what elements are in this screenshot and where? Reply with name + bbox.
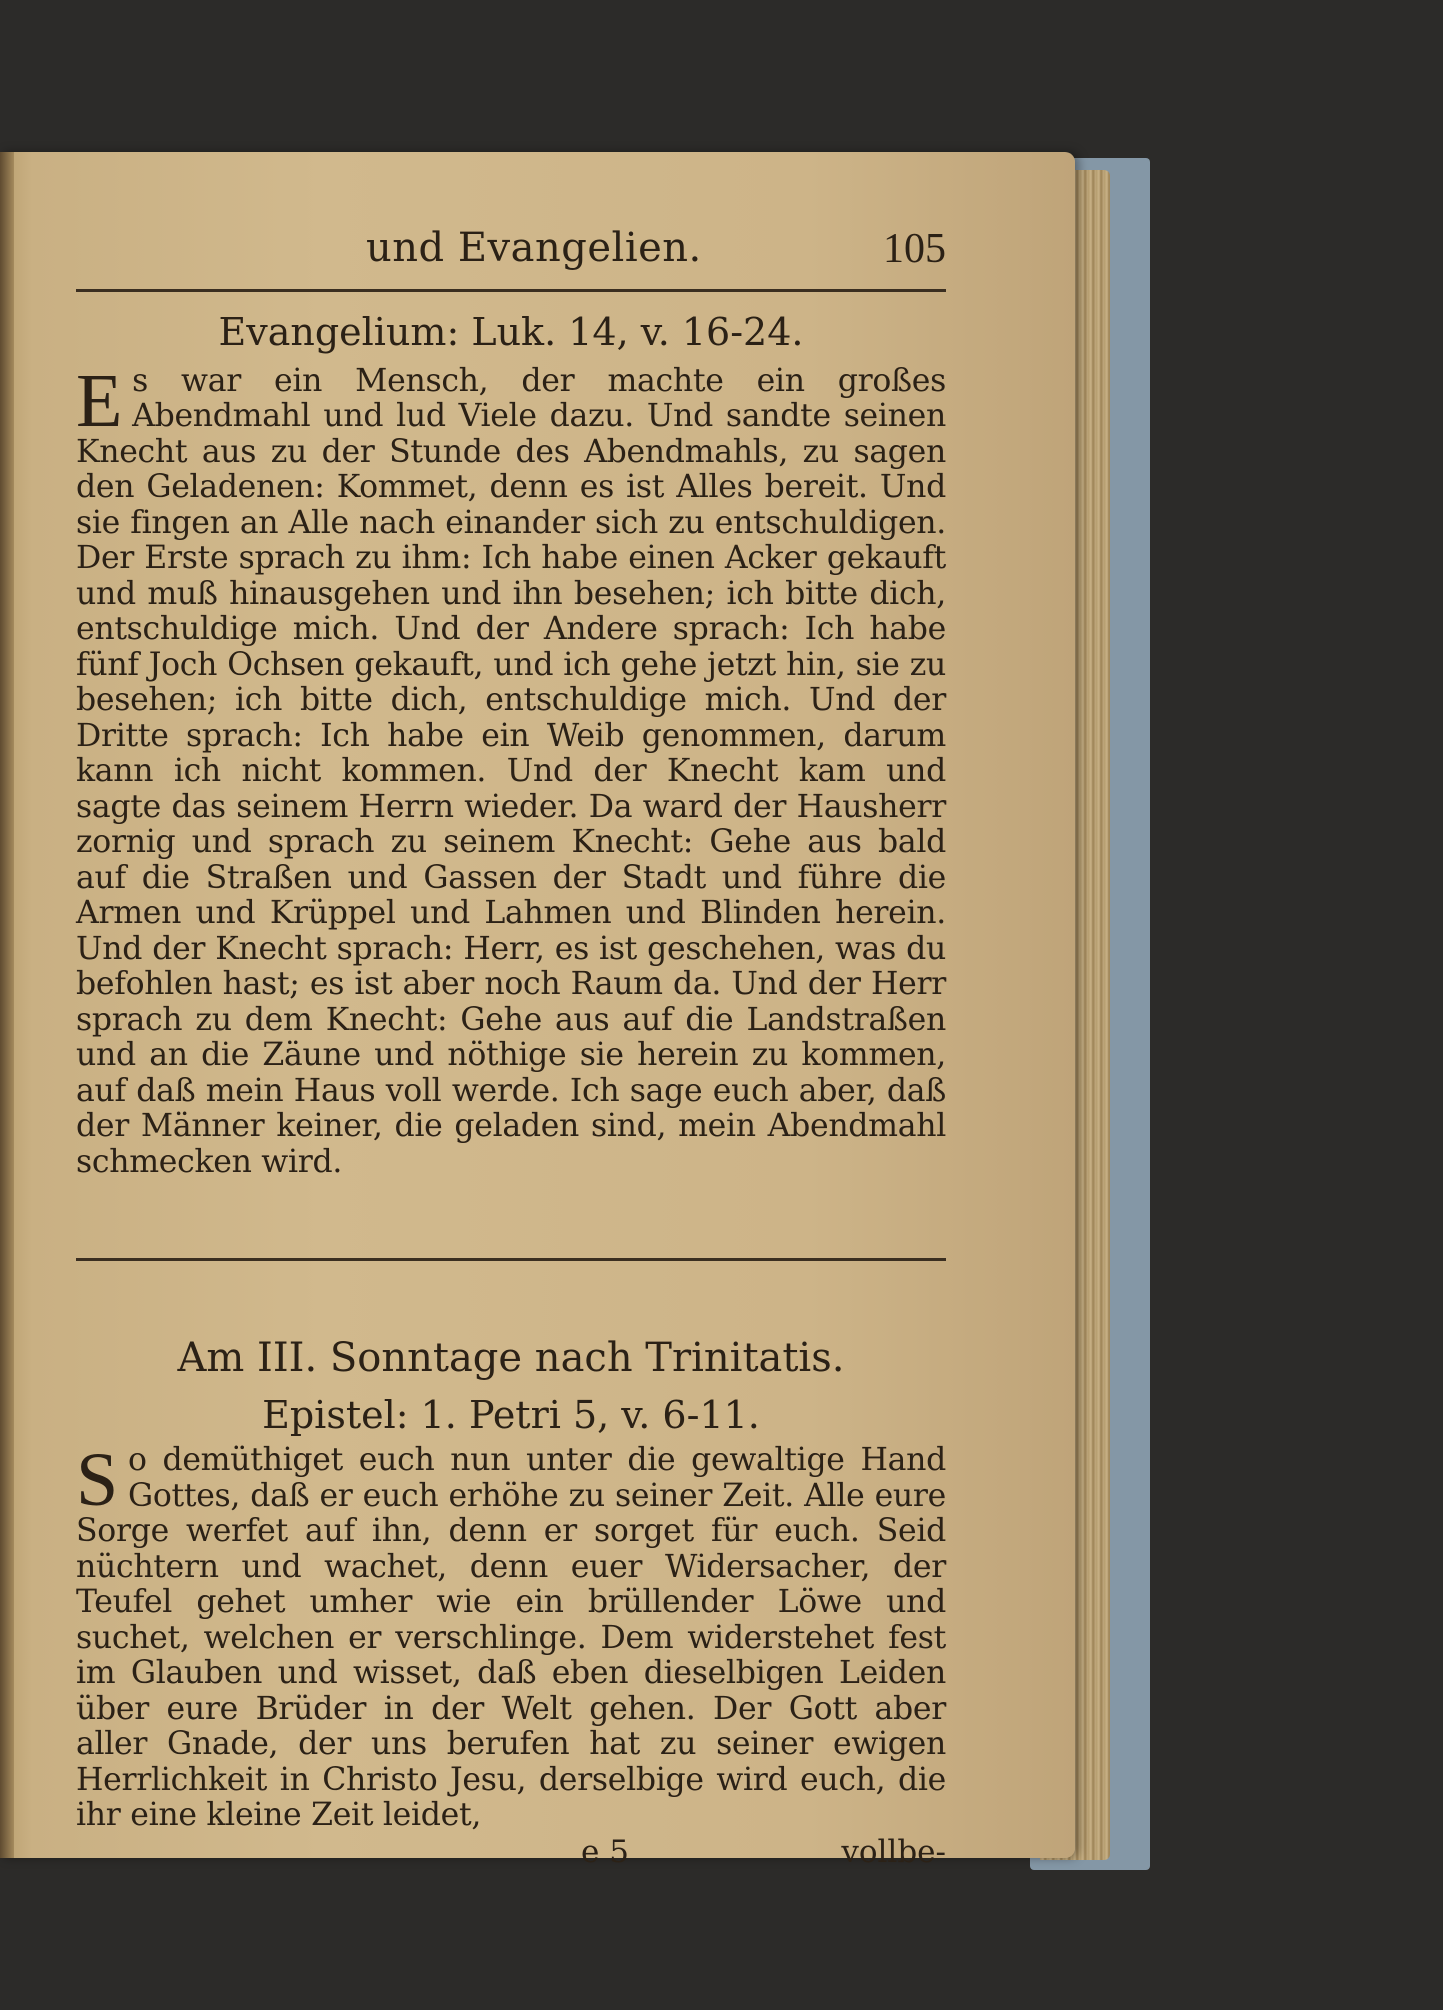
epistle-initial: S xyxy=(76,1438,118,1523)
header-rule xyxy=(76,289,946,292)
catchword: vollbe- xyxy=(841,1833,946,1870)
gospel-heading: Evangelium: Luk. 14, v. 16-24. xyxy=(218,310,804,354)
book-binding xyxy=(0,152,14,1858)
section-separator xyxy=(76,1258,946,1261)
epistle-text xyxy=(76,1438,946,1834)
printer-signature: e 5 xyxy=(581,1833,629,1870)
gospel-text xyxy=(76,358,946,1181)
page-number: 105 xyxy=(883,226,946,272)
gospel-paragraph: s war ein Mensch, der machte ein großes Abendmahl und lud Viele dazu. Und sandte seinen Knecht aus zu der Stunde des Abendmahls, zu sagen den Geladenen: Kommet, denn es ist Alles bereit. Und sie fingen an Alle nach einander sich zu entschuldigen. Der Erste sprach zu ihm: Ich habe einen Acker gekauft und muß hinausgehen und ihn besehen; ich bitte dich, entschuldige mich. Und der Andere sprach: Ich habe fünf Joch Ochsen gekauft, und ich gehe jetzt hin, sie zu besehen; ich bitte dich, entschuldige mich. Und der Dritte sprach: Ich habe ein Weib genommen, darum kann ich nicht kommen. Und der Knecht kam und sagte das seinem Herrn wieder. Da ward der Hausherr zornig und sprach zu seinem Knecht: Gehe aus bald auf die Straßen und Gassen der Stadt und führe die Armen und Krüppel und Lahmen und Blinden herein. Und der Knecht sprach: Herr, es ist geschehen, was du befohlen hast; es ist aber noch Raum da. Und der Herr sprach zu dem Knecht: Gehe aus auf die Landstraßen und an die Zäune und nöthige sie herein zu kommen, auf daß mein Haus voll werde. Ich sage euch aber, daß der Männer keiner, die geladen sind, mein Abendmahl schmecken wird. xyxy=(76,362,946,1180)
epistle-paragraph: o demüthiget euch nun unter die gewaltige Hand Gottes, daß er euch erhöhe zu seiner Zeit. Alle eure Sorge werfet auf ihn, denn er sorget für euch. Seid nüchtern und wachet, denn euer Widersacher, der Teufel gehet umher wie ein brüllender Löwe und suchet, welchen er verschlinge. Dem widerstehet fest im Glauben und wisset, daß eben dieselbigen Leiden über eure Brüder in der Welt gehen. Der Gott aber aller Gnade, der uns berufen hat zu seiner ewigen Herrlichkeit in Christo Jesu, derselbige wird euch, die ihr eine kleine Zeit leidet, xyxy=(76,1442,946,1834)
page-footer xyxy=(76,1834,946,1874)
running-title: und Evangelien. xyxy=(366,225,702,271)
page-text-block xyxy=(76,215,946,1874)
sunday-heading: Am III. Sonntage nach Trinitatis. xyxy=(177,1335,845,1382)
running-head xyxy=(76,215,946,285)
gospel-initial: E xyxy=(76,358,123,443)
epistle-heading: Epistel: 1. Petri 5, v. 6-11. xyxy=(262,1393,760,1438)
